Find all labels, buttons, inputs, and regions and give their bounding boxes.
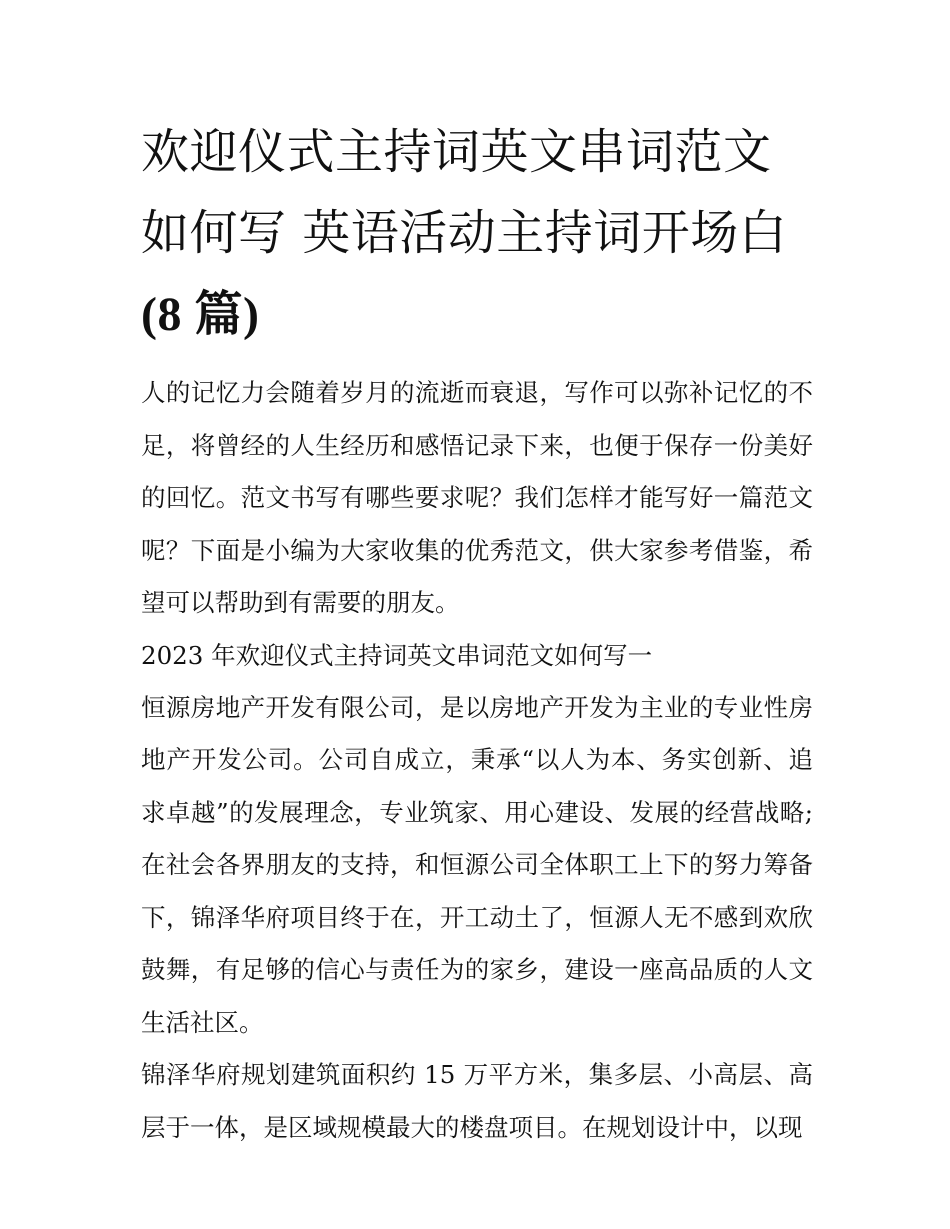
title-suffix: (8 篇): [141, 288, 260, 341]
body-paragraph: 恒源房地产开发有限公司，是以房地产开发为主业的专业性房地产开发公司。公司自成立，秉承“以人为本、务实创新、追求卓越”的发展理念，专业筑家、用心建设、发展的经营战略;在社会各界朋友的支持，和恒源公司全体职工上下的努力筹备下，锦泽华府项目终于在，开工动土了，恒源人无不感到欢欣鼓舞，有足够的信心与责任为的家乡，建设一座高品质的人文生活社区。: [141, 692, 813, 1037]
intro-paragraph: 人的记忆力会随着岁月的流逝而衰退，写作可以弥补记忆的不足，将曾经的人生经历和感悟记录下来，也便于保存一份美好的回忆。范文书写有哪些要求呢？我们怎样才能写好一篇范文呢？下面是小编为大家收集的优秀范文，供大家参考借鉴，希望可以帮助到有需要的朋友。: [141, 378, 813, 617]
title-text: 欢迎仪式主持词英文串词范文如何写 英语活动主持词开场白: [141, 124, 788, 261]
document-page: [141, 112, 813, 1154]
body-paragraph: 锦泽华府规划建筑面积约 15 万平方米，集多层、小高层、高层于一体，是区域规模最大的楼盘项目。在规划设计中，以现: [141, 1060, 813, 1142]
section-heading: 2023 年欢迎仪式主持词英文串词范文如何写一: [141, 640, 653, 670]
document-title: [141, 112, 813, 355]
